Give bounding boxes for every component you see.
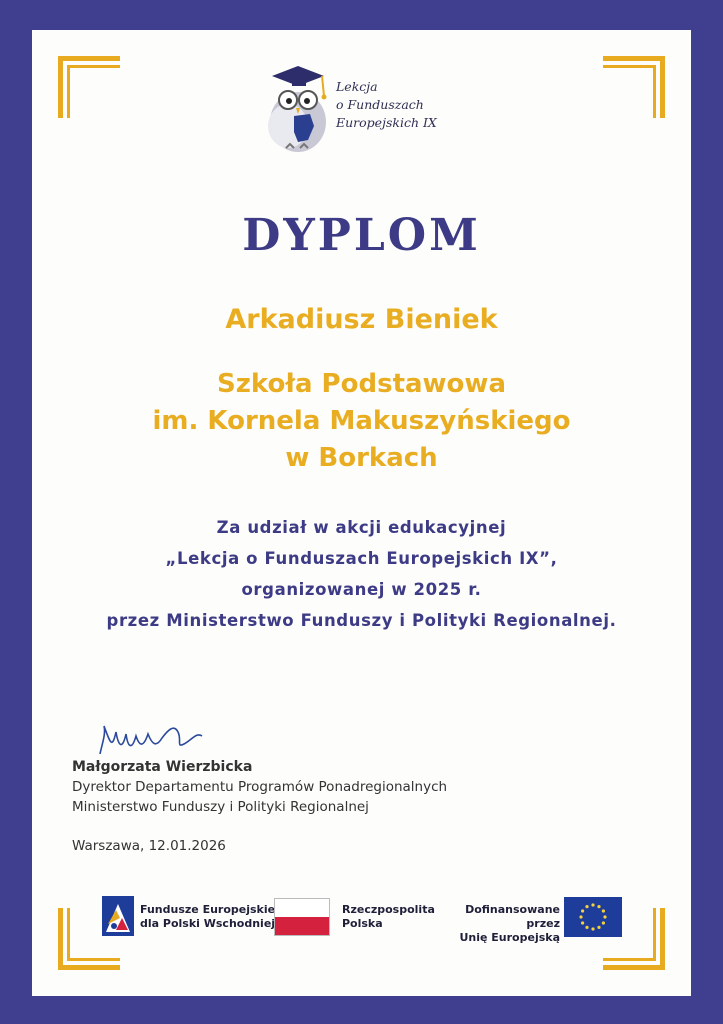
school-line: im. Kornela Makuszyńskiego [152,406,571,436]
eu-logo-text [440,903,560,945]
eu-star [585,926,588,929]
fundusze-europejskie-logo [102,896,134,936]
eu-star [579,915,582,918]
diploma-description [32,512,691,636]
owl-graduate-icon [252,62,332,152]
eu-star [581,909,584,912]
description-line: „Lekcja o Funduszach Europejskich IX”, [165,549,558,568]
fe-line-2: dla Polski Wschodniej [140,917,276,930]
signer-block [72,757,447,817]
event-logo-text [336,78,437,132]
eu-star [591,903,594,906]
rp-line-1: Rzeczpospolita [342,903,435,916]
school-name [32,366,691,477]
eu-flag [564,897,622,937]
polish-flag [274,898,330,936]
logo-line-1: Lekcja [336,79,378,94]
fe-logo-text [140,903,275,931]
eu-star [597,926,600,929]
place-date: Warszawa, 12.01.2026 [72,838,226,854]
description-line: Za udział w akcji edukacyjnej [216,518,507,537]
signer-institution: Ministerstwo Funduszy i Polityki Regionalnej [72,799,369,815]
diploma-sheet [32,30,691,996]
signer-name: Małgorzata Wierzbicka [72,759,253,775]
eu-star [602,909,605,912]
school-line: w Borkach [285,443,438,473]
logo-line-2: o Funduszach [336,97,424,112]
fe-line-1: Fundusze Europejskie [140,903,276,916]
eu-star [602,921,605,924]
signer-position: Dyrektor Departamentu Programów Ponadregionalnych [72,779,448,795]
eu-star [581,921,584,924]
eu-line-2: Unię Europejską [459,931,560,944]
rp-logo-text [342,903,435,931]
school-line: Szkoła Podstawowa [217,369,506,399]
eu-star [597,905,600,908]
event-logo [252,62,472,152]
eu-star [591,927,594,930]
recipient-name: Arkadiusz Bieniek [225,304,498,335]
corner-ornament-top-right [603,56,665,118]
logo-line-3: Europejskich IX [336,115,437,130]
rp-line-2: Polska [342,917,383,930]
eu-star [585,905,588,908]
description-line: organizowanej w 2025 r. [241,580,482,599]
description-line: przez Ministerstwo Funduszy i Polityki Regionalnej. [106,611,617,630]
footer-logos [102,892,622,942]
eu-line-1: Dofinansowane przez [465,903,560,930]
eu-star [603,915,606,918]
corner-ornament-top-left [58,56,120,118]
diploma-title: DYPLOM [242,210,481,261]
